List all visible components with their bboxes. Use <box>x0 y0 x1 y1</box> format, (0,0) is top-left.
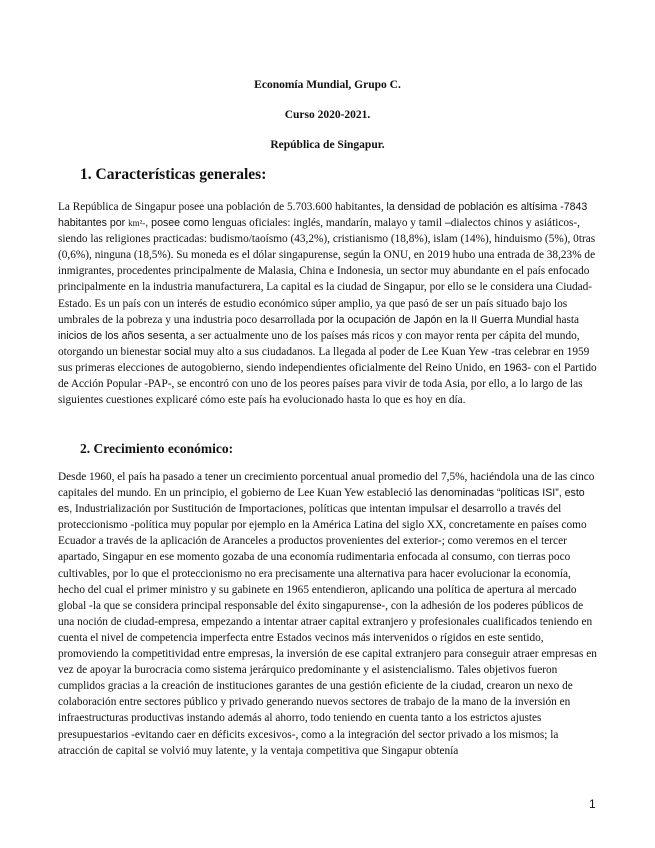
academic-year: Curso 2020-2021. <box>284 109 371 121</box>
text-run: denominadas “políticas ISI”, esto es, <box>58 487 585 516</box>
text-run: , en 1963 <box>483 361 528 374</box>
text-run: - con el Partido de Acción Popular -PAP-, se encontró con uno de los peores países para vivir de toda Asia, por ello, a lo largo de las siguientes cuestiones explicaré cómo este país ha evolucionado hasta lo que es hoy en día. <box>58 361 597 407</box>
text-run: – <box>444 217 451 230</box>
text-run: Desde 1960, el país ha pasado a tener un crecimiento porcentual anual promedio del 7,5%, haciéndola una de las cinco capitales del mundo. En un principio, el gobierno de Lee Kuan Yew estableció las <box>58 471 595 500</box>
text-run: social <box>164 345 192 358</box>
text-run: km²- <box>128 218 146 229</box>
section-2-paragraph <box>58 469 600 759</box>
text-run: hasta <box>553 313 580 326</box>
text-run: La República de Singapur posee una población de 5.703.600 habitantes, <box>58 201 387 213</box>
section-2-heading: 2. Crecimiento económico: <box>80 441 234 456</box>
country-title: República de Singapur. <box>270 139 385 151</box>
text-run: muy alto a sus ciudadanos. La llegada al poder de Lee Kuan Yew -tras celebrar en 1959 sus primeras elecciones de autogobierno, siendo independientes oficialmente del Reino Unido <box>58 345 590 374</box>
text-run: lenguas oficiales: inglés, mandarín, malayo y tamil <box>208 217 445 230</box>
text-run: inicios de los años sesenta <box>58 329 185 342</box>
text-run: Industrialización por Sustitución de Importaciones, políticas que intentan impulsar el desarrollo a través del proteccionismo -política muy popular por ejemplo en la América Latina del siglo XX, concretamente en países como Ecuador a través de la aplicación de Aranceles a productos provenientes del exterior-; como veremos en el tercer apartado, Singapur en ese momento gozaba de una economía rudimentaria enfocada al consumo, con tierras poco cultivables, por lo que el proteccionismo no era precisamente una alternativa para hacer evolucionar la economía, hecho del cual el primer ministro y su gabinete en 1965 entendieron, aplicando una política de apertura al mercado global -la que se considera principal responsable del éxito singapurense-, con la adhesión de los poderes públicos de una noción de ciudad-empresa, empezando a intentar atraer capital extranjero y profesionales cualificados teniendo en cuenta el nivel de competencia imperfecta entre Estados vecinos más intervenidos o rígidos en este sentido, promoviendo la competitividad entre empresas, la inversión de ese capital extranjero para conseguir atraer empresas en vez de apoyar la burocracia como sistema jerárquico predominante y el asistencialismo. Tales objetivos fueron cumplidos gracias a la creación de instituciones garantes de una gestión eficiente de la ciudad, crearon un nexo de colaboración entre sectores público y privado generando nuevos sectores de trabajo de la mano de la inversión en infraestructuras productivas instando además al ahorro, todo teniendo en cuenta tanto a los estrictos ajustes presupuestarios -evitando caer en déficits excesivos-, como a la integración del sector privado a los mismos; la atracción de capital se volvió muy latente, y la ventaja competitiva que Singapur obtenía <box>58 503 597 757</box>
text-run: por la ocupación de Japón en la II Guerra Mundial <box>318 313 554 326</box>
page-number: 1 <box>589 797 596 811</box>
section-1-paragraph <box>58 199 600 408</box>
text-run: , posee como <box>145 217 209 230</box>
text-run: , a ser actualmente uno de los países más ricos y con mayor renta per cápita del mundo, otorgando un bienestar <box>58 329 580 358</box>
text-run: dialectos chinos y asiáticos-, siendo las religiones practicadas: budismo/taoísmo (43,2%), cristianismo (18,8%), islam (14%), hinduismo (5%), 0tras (0,6%), ninguna (18,5%). Su moneda es el dólar singapurense, según la ONU, en 2019 hubo una entrada de 38,23% de inmigrantes, procedentes principalmente de Malasia, China e Indonesia, un sector muy abundante en el país enfocado principalmente en la industria manufacturera, La capital es la ciudad de Singapur, por ello se le considera una Ciudad-Estado. Es un país con un interés de estudio económico súper amplio, ya que pasó de ser un país situado bajo los umbrales de la pobreza y una industria poco desarrollada <box>58 217 596 326</box>
text-run: la densidad de población es altísima -7843 habitantes por <box>58 201 588 230</box>
course-title: Economía Mundial, Grupo C. <box>254 79 401 91</box>
section-1-heading: 1. Características generales: <box>80 166 267 183</box>
